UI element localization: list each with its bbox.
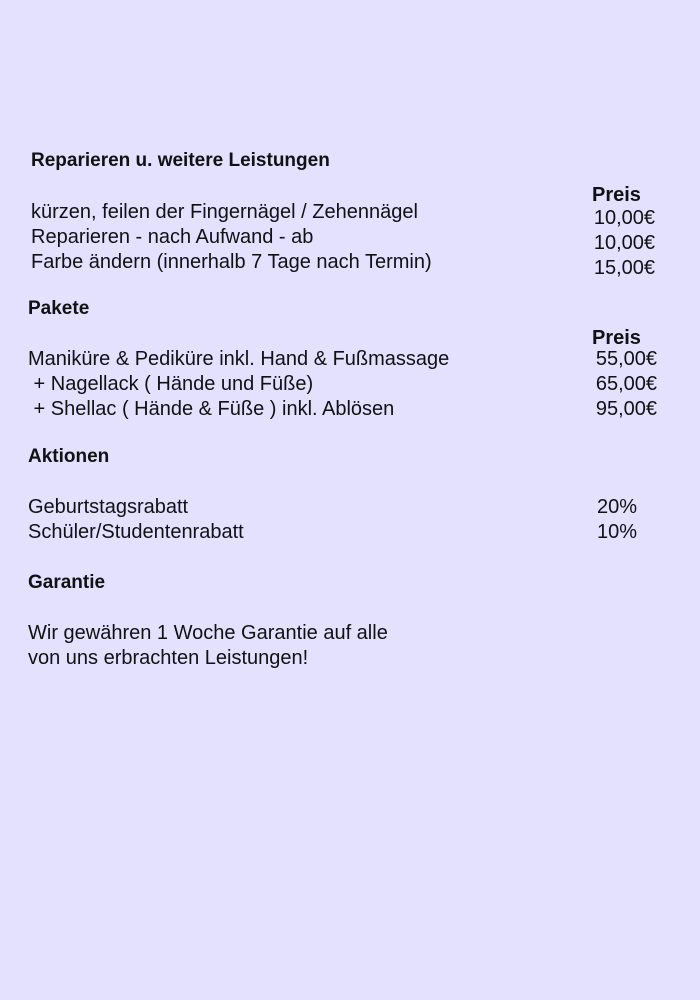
service-item-label: kürzen, feilen der Fingernägel / Zehennägel bbox=[31, 201, 418, 223]
section-title-packages: Pakete bbox=[28, 298, 90, 319]
price-header-packages: Preis bbox=[592, 327, 641, 349]
package-item-label: + Nagellack ( Hände und Füße) bbox=[28, 373, 314, 395]
promotion-item-label: Schüler/Studentenrabatt bbox=[28, 521, 244, 543]
package-item-price: 55,00€ bbox=[595, 348, 657, 370]
package-item-price: 95,00€ bbox=[595, 398, 657, 420]
promotion-item-label: Geburtstagsrabatt bbox=[28, 496, 189, 518]
section-title-guarantee: Garantie bbox=[28, 572, 106, 593]
package-item-label: Maniküre & Pediküre inkl. Hand & Fußmassage bbox=[28, 348, 450, 370]
price-header-repair: Preis bbox=[592, 184, 641, 206]
section-title-repair: Reparieren u. weitere Leistungen bbox=[31, 150, 330, 171]
package-item-price: 65,00€ bbox=[595, 373, 657, 395]
guarantee-text-line2: von uns erbrachten Leistungen! bbox=[28, 647, 309, 669]
service-item-label: Farbe ändern (innerhalb 7 Tage nach Termin) bbox=[31, 251, 432, 273]
promotion-item-value: 20% bbox=[597, 496, 638, 518]
package-item-label: + Shellac ( Hände & Füße ) inkl. Ablösen bbox=[28, 398, 395, 420]
service-item-price: 15,00€ bbox=[593, 257, 655, 279]
guarantee-text-line1: Wir gewähren 1 Woche Garantie auf alle bbox=[28, 622, 388, 644]
service-item-price: 10,00€ bbox=[593, 207, 655, 229]
promotion-item-value: 10% bbox=[597, 521, 638, 543]
service-item-label: Reparieren - nach Aufwand - ab bbox=[31, 226, 314, 248]
section-title-promotions: Aktionen bbox=[28, 446, 110, 467]
service-item-price: 10,00€ bbox=[593, 232, 655, 254]
